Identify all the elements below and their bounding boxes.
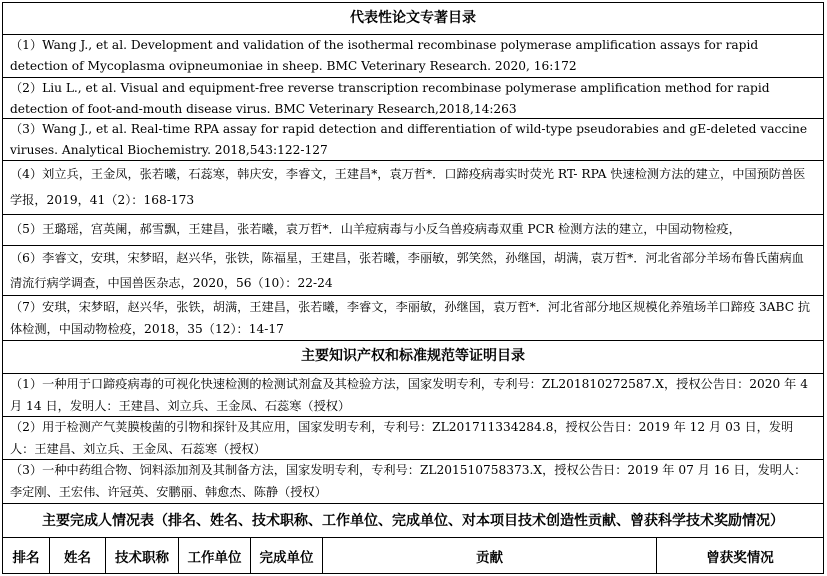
paper-entry-7: （7）安琪，宋梦昭，赵兴华，张铁，胡满，王建昌，张若曦，李睿文，李丽敏，孙继国，袁万哲*．河北省部分地区规模化养殖场羊口蹄疫 3ABC 抗体检测，中国动物检疫，2018，35（12）：14-17: [10, 300, 811, 336]
col-contribution: 贡献: [323, 538, 657, 573]
paper-entry-3: （3）Wang J., et al. Real-time RPA assay for rapid detection and differentiation of wild-type pseudorabies and gE-deleted vaccine viruses. Analytical Biochemistry. 2018,543:122-127: [3, 119, 823, 161]
col-completion-unit: 完成单位: [251, 538, 323, 573]
papers-section-title: 代表性论文专著目录: [3, 3, 823, 35]
ip-entry-2: （2）用于检测产气荚膜梭菌的引物和探针及其应用，国家发明专利，专利号：ZL201711334284.8，授权公告日：2019 年 12 月 03 日，发明人：王建昌、刘立兵、王金凤、石蕊寒（授权）: [3, 417, 823, 460]
personnel-section-title: 主要完成人情况表（排名、姓名、技术职称、工作单位、完成单位、对本项目技术创造性贡献、曾获科学技术奖励情况）: [42, 513, 784, 529]
paper-entry-4: （4）刘立兵，王金凤，张若曦，石蕊寒，韩庆安，李睿文，王建昌*，袁万哲*．口蹄疫病毒实时荧光 RT- RPA 快速检测方法的建立，中国预防兽医学报，2019，41（2）：168-173: [3, 161, 823, 215]
paper-entry-2: （2）Liu L., et al. Visual and equipment-free reverse transcription recombinase polymerase amplification method for rapid detection of foot-and-mouth disease virus. BMC Veterinary Research,2018,14:263: [3, 78, 823, 119]
col-name: 姓名: [50, 538, 106, 573]
col-work-unit: 工作单位: [179, 538, 251, 573]
papers-list: [3, 34, 823, 341]
ip-list: [3, 373, 823, 504]
ip-entry-1: （1）一种用于口蹄疫病毒的可视化快速检测的检测试剂盒及其检验方法，国家发明专利，专利号：ZL201810272587.X，授权公告日：2020 年 4 月 14 日，发明人：王建昌、刘立兵、王金凤、石蕊寒（授权）: [3, 373, 823, 417]
col-rank: 排名: [3, 538, 50, 573]
ip-entry-3: （3）一种中药组合物、饲料添加剂及其制备方法，国家发明专利，专利号：ZL201510758373.X，授权公告日：2019 年 07 月 16 日，发明人：李定刚、王宏伟、许冠英、安鹏丽、韩愈杰、陈静（授权）: [10, 463, 807, 499]
document-table: [2, 2, 824, 574]
ip-section-title: 主要知识产权和标准规范等证明目录: [3, 340, 823, 374]
col-awards: 曾获奖情况: [706, 549, 774, 566]
paper-entry-6: （6）李睿文，安琪，宋梦昭，赵兴华，张铁，陈福星，王建昌，张若曦，李丽敏，郭笑然，孙继国，胡满，袁万哲*．河北省部分羊场布鲁氏菌病血清流行病学调查，中国兽医杂志，2020，56（10）：22-24: [3, 246, 823, 296]
paper-entry-1: （1）Wang J., et al. Development and validation of the isothermal recombinase polymerase amplification assays for rapid detection of Mycoplasma ovipneumoniae in sheep. BMC Veterinary Research. 2020, 16:172: [3, 34, 823, 78]
personnel-column-headers: [3, 537, 823, 573]
col-title: 技术职称: [106, 538, 179, 573]
paper-entry-5: （5）王璐瑶，宫英阑，郝雪飘，王建昌，张若曦，袁万哲*．山羊痘病毒与小反刍兽疫病毒双重 PCR 检测方法的建立，中国动物检疫，: [3, 215, 823, 246]
